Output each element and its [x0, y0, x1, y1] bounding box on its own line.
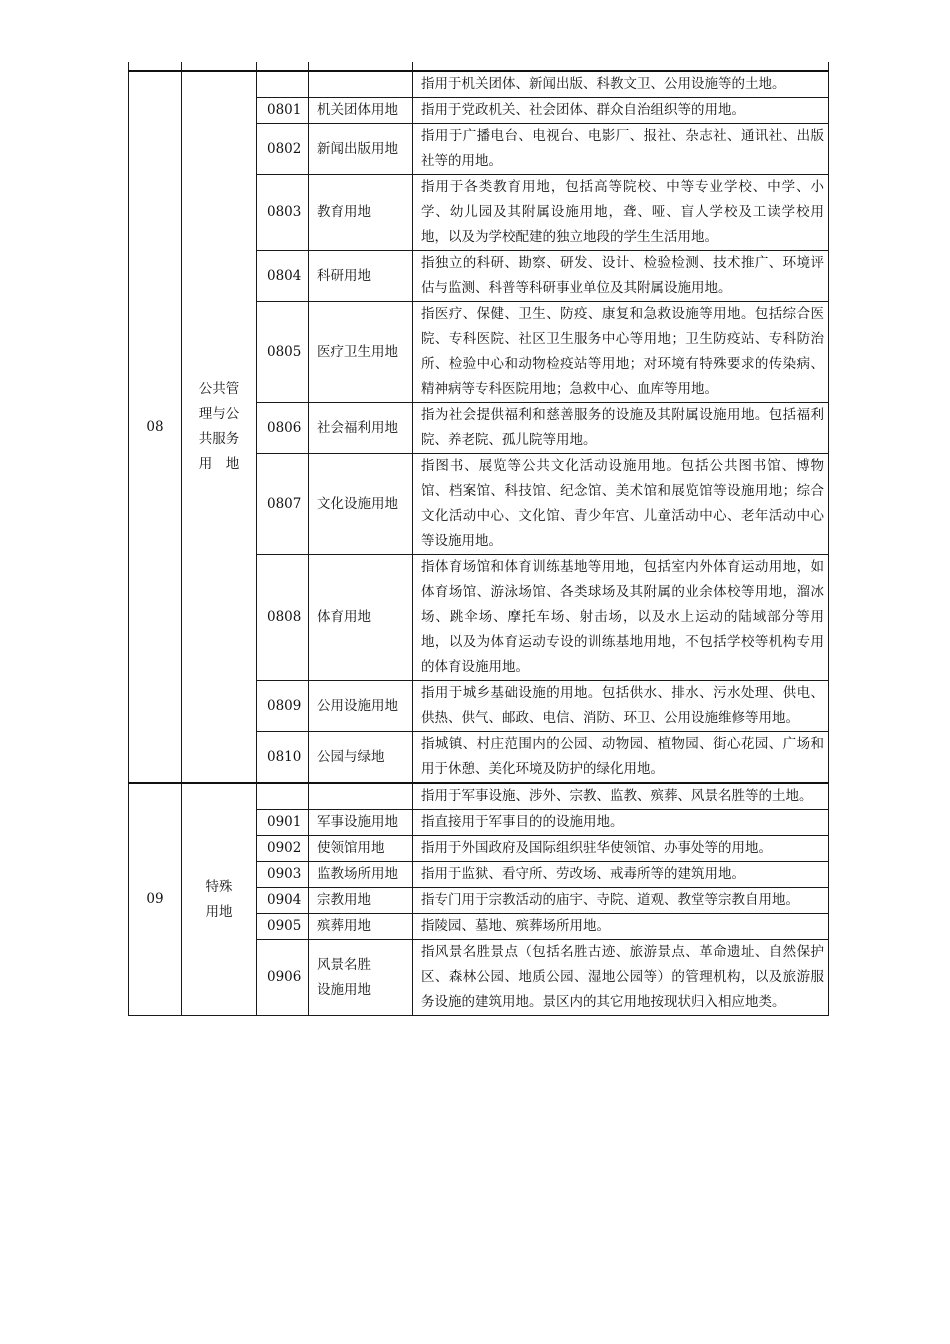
sub-class-desc: 指直接用于军事目的的设施用地。: [413, 810, 829, 836]
sub-class-name: 军事设施用地: [309, 810, 413, 836]
sub-class-code: 0906: [257, 940, 309, 1016]
sub-class-code: 0905: [257, 914, 309, 940]
major-class-name-text: 公共管 理与公 共服务 用 地: [198, 381, 240, 472]
sub-class-code: 0810: [257, 732, 309, 784]
sub-class-name-empty: [309, 71, 413, 98]
sub-class-code-empty: [257, 71, 309, 98]
sub-class-code: 0808: [257, 555, 309, 681]
sub-class-desc: 指用于城乡基础设施的用地。包括供水、排水、污水处理、供电、供热、供气、邮政、电信、消防、环卫、公用设施维修等用地。: [413, 681, 829, 732]
group-summary-desc: 指用于机关团体、新闻出版、科教文卫、公用设施等的土地。: [413, 71, 829, 98]
table-cell: [413, 62, 829, 71]
table-row-group-summary: [129, 71, 829, 98]
sub-class-name: 宗教用地: [309, 888, 413, 914]
sub-class-name: 公园与绿地: [309, 732, 413, 784]
sub-class-desc: 指陵园、墓地、殡葬场所用地。: [413, 914, 829, 940]
sub-class-name: 使领馆用地: [309, 836, 413, 862]
sub-class-code: 0801: [257, 98, 309, 124]
sub-class-desc: 指为社会提供福利和慈善服务的设施及其附属设施用地。包括福利院、养老院、孤儿院等用地。: [413, 403, 829, 454]
sub-class-desc: 指专门用于宗教活动的庙宇、寺院、道观、教堂等宗教自用地。: [413, 888, 829, 914]
land-use-table-container: [128, 62, 828, 1016]
sub-class-code: 0805: [257, 302, 309, 403]
sub-class-desc: 指图书、展览等公共文化活动设施用地。包括公共图书馆、博物馆、档案馆、科技馆、纪念馆、美术馆和展览馆等设施用地；综合文化活动中心、文化馆、青少年宫、儿童活动中心、老年活动中心等设施用地。: [413, 454, 829, 555]
sub-class-desc: 指独立的科研、勘察、研发、设计、检验检测、技术推广、环境评估与监测、科普等科研事业单位及其附属设施用地。: [413, 251, 829, 302]
table-cell: [182, 62, 257, 71]
sub-class-name-empty: [309, 783, 413, 810]
sub-class-code: 0904: [257, 888, 309, 914]
sub-class-name: 医疗卫生用地: [309, 302, 413, 403]
sub-class-code: 0903: [257, 862, 309, 888]
sub-class-code: 0802: [257, 124, 309, 175]
sub-class-name: [309, 940, 413, 1016]
sub-class-name-text: 风景名胜 设施用地: [317, 956, 371, 998]
sub-class-name: 公用设施用地: [309, 681, 413, 732]
sub-class-desc: 指用于监狱、看守所、劳改场、戒毒所等的建筑用地。: [413, 862, 829, 888]
sub-class-name: 机关团体用地: [309, 98, 413, 124]
table-row-continuation: [129, 62, 829, 71]
sub-class-desc: 指医疗、保健、卫生、防疫、康复和急救设施等用地。包括综合医院、专科医院、社区卫生服务中心等用地；卫生防疫站、专科防治所、检验中心和动物检疫站等用地；对环境有特殊要求的传染病、精神病等专科医院用地；急救中心、血库等用地。: [413, 302, 829, 403]
sub-class-name: 文化设施用地: [309, 454, 413, 555]
sub-class-desc: 指用于外国政府及国际组织驻华使领馆、办事处等的用地。: [413, 836, 829, 862]
sub-class-code: 0902: [257, 836, 309, 862]
table-body: [129, 62, 829, 1016]
sub-class-code-empty: [257, 783, 309, 810]
sub-class-code: 0803: [257, 175, 309, 251]
table-cell: [257, 62, 309, 71]
sub-class-desc: 指城镇、村庄范围内的公园、动物园、植物园、街心花园、广场和用于休憩、美化环境及防护的绿化用地。: [413, 732, 829, 784]
sub-class-name: 监教场所用地: [309, 862, 413, 888]
sub-class-desc: 指用于党政机关、社会团体、群众自治组织等的用地。: [413, 98, 829, 124]
sub-class-code: 0804: [257, 251, 309, 302]
major-class-name: [182, 783, 257, 1016]
group-summary-desc: 指用于军事设施、涉外、宗教、监教、殡葬、风景名胜等的土地。: [413, 783, 829, 810]
major-class-code: 08: [129, 71, 182, 783]
sub-class-name: 社会福利用地: [309, 403, 413, 454]
major-class-code: 09: [129, 783, 182, 1016]
sub-class-desc: 指体育场馆和体育训练基地等用地，包括室内外体育运动用地，如体育场馆、游泳场馆、各类球场及其附属的业余体校等用地，溜冰场、跳伞场、摩托车场、射击场，以及水上运动的陆域部分等用地，以及为体育运动专设的训练基地用地，不包括学校等机构专用的体育设施用地。: [413, 555, 829, 681]
sub-class-code: 0901: [257, 810, 309, 836]
major-class-name: [182, 71, 257, 783]
table-cell: [129, 62, 182, 71]
sub-class-name: 殡葬用地: [309, 914, 413, 940]
sub-class-name: 体育用地: [309, 555, 413, 681]
table-cell: [309, 62, 413, 71]
sub-class-desc: 指用于广播电台、电视台、电影厂、报社、杂志社、通讯社、出版社等的用地。: [413, 124, 829, 175]
sub-class-name: 新闻出版用地: [309, 124, 413, 175]
major-class-name-text: 特殊 用地: [205, 878, 233, 920]
sub-class-desc: 指用于各类教育用地，包括高等院校、中等专业学校、中学、小学、幼儿园及其附属设施用地，聋、哑、盲人学校及工读学校用地，以及为学校配建的独立地段的学生生活用地。: [413, 175, 829, 251]
sub-class-code: 0806: [257, 403, 309, 454]
table-row-group-summary: [129, 783, 829, 810]
land-use-classification-table: [128, 62, 829, 1016]
sub-class-name: 科研用地: [309, 251, 413, 302]
sub-class-code: 0809: [257, 681, 309, 732]
sub-class-name: 教育用地: [309, 175, 413, 251]
sub-class-desc: 指风景名胜景点（包括名胜古迹、旅游景点、革命遗址、自然保护区、森林公园、地质公园、湿地公园等）的管理机构，以及旅游服务设施的建筑用地。景区内的其它用地按现状归入相应地类。: [413, 940, 829, 1016]
sub-class-code: 0807: [257, 454, 309, 555]
